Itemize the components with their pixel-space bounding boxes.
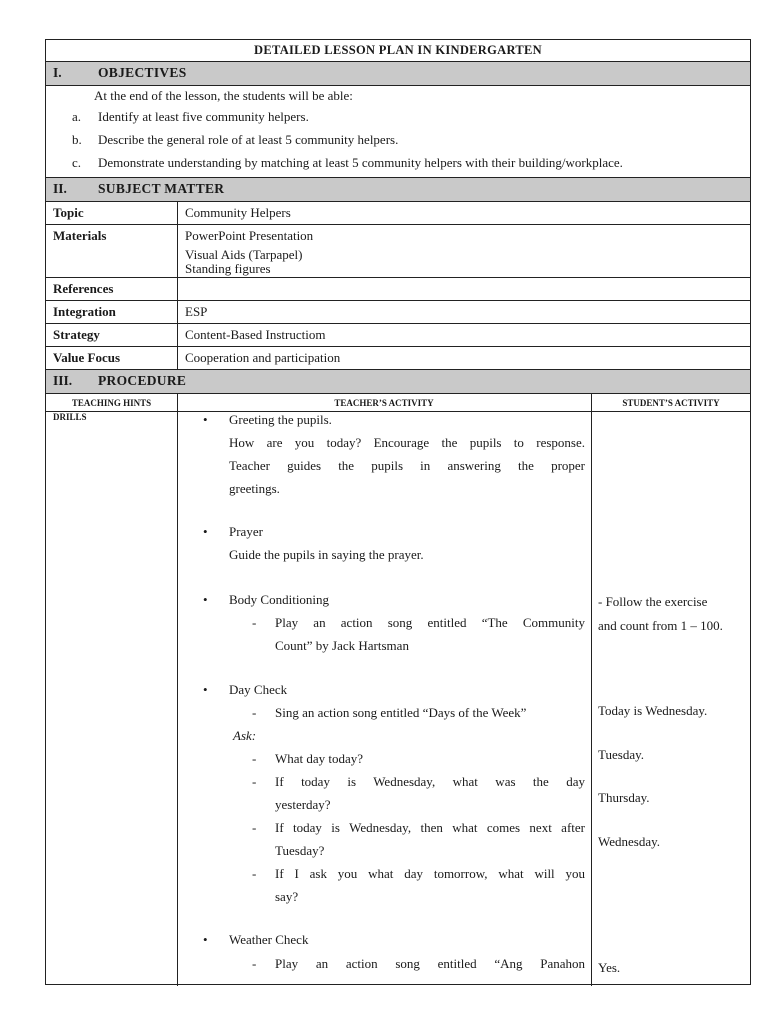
procedure-header bbox=[46, 370, 750, 394]
list-item bbox=[177, 454, 591, 477]
objective-marker: b. bbox=[72, 132, 82, 147]
list-item bbox=[177, 839, 591, 862]
section-number: II. bbox=[53, 181, 67, 196]
list-item bbox=[177, 862, 591, 885]
section-label: OBJECTIVES bbox=[98, 65, 187, 80]
subject-value: ESP bbox=[185, 304, 208, 319]
subject-column-divider bbox=[177, 202, 178, 370]
subject-key: Integration bbox=[53, 304, 116, 319]
subject-value: Content-Based Instructiom bbox=[185, 327, 326, 342]
list-item bbox=[177, 952, 591, 975]
header-students-activity: STUDENT’S ACTIVITY bbox=[622, 398, 720, 408]
activity-text: Guide the pupils in saying the prayer. bbox=[229, 547, 424, 562]
subject-key: Topic bbox=[53, 205, 84, 220]
student-response: - Follow the exercise bbox=[598, 594, 708, 609]
activity-text: Teacher guides the pupils in answering the proper bbox=[229, 458, 585, 473]
bullet-icon: • bbox=[203, 412, 208, 427]
activity-text: Ask: bbox=[233, 728, 257, 743]
bullet-icon: • bbox=[203, 592, 208, 607]
subject-value: PowerPoint Presentation bbox=[185, 228, 314, 243]
list-item bbox=[177, 611, 591, 634]
student-response: Thursday. bbox=[598, 790, 650, 805]
student-response: Yes. bbox=[598, 960, 621, 975]
list-item bbox=[177, 724, 591, 747]
activity-text: greetings. bbox=[229, 481, 280, 496]
list-item bbox=[177, 408, 591, 431]
list-item bbox=[177, 770, 591, 793]
student-response: and count from 1 – 100. bbox=[598, 618, 723, 633]
section-number: III. bbox=[53, 373, 73, 388]
list-item bbox=[177, 477, 591, 500]
objectives-body bbox=[46, 86, 750, 178]
subject-row-materials bbox=[46, 225, 750, 278]
list-item bbox=[177, 885, 591, 908]
activity-text: Day Check bbox=[229, 682, 288, 697]
activity-text: Sing an action song entitled “Days of the Week” bbox=[275, 705, 527, 720]
objectives-intro: At the end of the lesson, the students will be able: bbox=[94, 88, 353, 103]
header-teachers-activity: TEACHER’S ACTIVITY bbox=[334, 398, 434, 408]
bullet-icon: • bbox=[203, 682, 208, 697]
teaching-hint-drills: DRILLS bbox=[53, 412, 87, 422]
subject-key: Materials bbox=[53, 228, 107, 243]
activity-text: Play an action song entitled “Ang Panahon bbox=[275, 956, 585, 971]
list-item bbox=[177, 928, 591, 951]
dash-icon: - bbox=[252, 866, 257, 881]
activity-text: say? bbox=[275, 889, 299, 904]
subject-matter-header bbox=[46, 178, 750, 202]
subject-row-topic bbox=[46, 202, 750, 225]
list-item bbox=[177, 520, 591, 543]
list-item bbox=[177, 678, 591, 701]
subject-row-references bbox=[46, 278, 750, 301]
section-number: I. bbox=[53, 65, 62, 80]
activity-text: Tuesday? bbox=[275, 843, 325, 858]
activity-text: Play an action song entitled “The Community bbox=[275, 615, 585, 630]
subject-row-integration bbox=[46, 301, 750, 324]
student-response: Today is Wednesday. bbox=[598, 703, 708, 718]
procedure-divider-right bbox=[591, 394, 592, 986]
bullet-icon: • bbox=[203, 524, 208, 539]
subject-value: Cooperation and participation bbox=[185, 350, 341, 365]
document-title: DETAILED LESSON PLAN IN KINDERGARTEN bbox=[46, 40, 750, 62]
header-teaching-hints: TEACHING HINTS bbox=[71, 398, 152, 408]
activity-text: How are you today? Encourage the pupils to response. bbox=[229, 435, 585, 450]
list-item bbox=[177, 588, 591, 611]
activity-text: Count” by Jack Hartsman bbox=[275, 638, 409, 653]
subject-value: Standing figures bbox=[185, 261, 271, 276]
subject-row-value-focus bbox=[46, 347, 750, 370]
activity-text: What day today? bbox=[275, 751, 364, 766]
objective-text: Demonstrate understanding by matching at least 5 community helpers with their building/workplace. bbox=[98, 155, 623, 170]
student-response: Wednesday. bbox=[598, 834, 661, 849]
activity-text: Greeting the pupils. bbox=[229, 412, 332, 427]
list-item bbox=[177, 793, 591, 816]
subject-key: Value Focus bbox=[53, 350, 121, 365]
list-item bbox=[177, 543, 591, 566]
bullet-icon: • bbox=[203, 932, 208, 947]
activity-text: If I ask you what day tomorrow, what will you bbox=[275, 866, 585, 881]
objectives-header bbox=[46, 62, 750, 86]
activity-text: yesterday? bbox=[275, 797, 331, 812]
list-item bbox=[177, 747, 591, 770]
dash-icon: - bbox=[252, 751, 257, 766]
section-label: SUBJECT MATTER bbox=[98, 181, 225, 196]
list-item bbox=[177, 701, 591, 724]
subject-key: References bbox=[53, 281, 114, 296]
list-item bbox=[177, 634, 591, 657]
objective-marker: a. bbox=[72, 109, 82, 124]
activity-text: Body Conditioning bbox=[229, 592, 330, 607]
dash-icon: - bbox=[252, 705, 257, 720]
activity-text: If today is Wednesday, what was the day bbox=[275, 774, 585, 789]
activity-text: Weather Check bbox=[229, 932, 309, 947]
subject-value: Visual Aids (Tarpapel) bbox=[185, 247, 303, 262]
dash-icon: - bbox=[252, 820, 257, 835]
student-response: Tuesday. bbox=[598, 747, 644, 762]
activity-text: If today is Wednesday, then what comes next after bbox=[275, 820, 585, 835]
dash-icon: - bbox=[252, 956, 257, 971]
objective-marker: c. bbox=[72, 155, 82, 170]
dash-icon: - bbox=[252, 774, 257, 789]
objective-text: Identify at least five community helpers. bbox=[98, 109, 309, 124]
activity-text: Prayer bbox=[229, 524, 263, 539]
lesson-plan-document bbox=[45, 39, 751, 985]
dash-icon: - bbox=[252, 615, 257, 630]
subject-row-strategy bbox=[46, 324, 750, 347]
subject-value: Community Helpers bbox=[185, 205, 291, 220]
subject-key: Strategy bbox=[53, 327, 100, 342]
list-item bbox=[177, 431, 591, 454]
list-item bbox=[177, 816, 591, 839]
objective-text: Describe the general role of at least 5 community helpers. bbox=[98, 132, 399, 147]
section-label: PROCEDURE bbox=[98, 373, 187, 388]
